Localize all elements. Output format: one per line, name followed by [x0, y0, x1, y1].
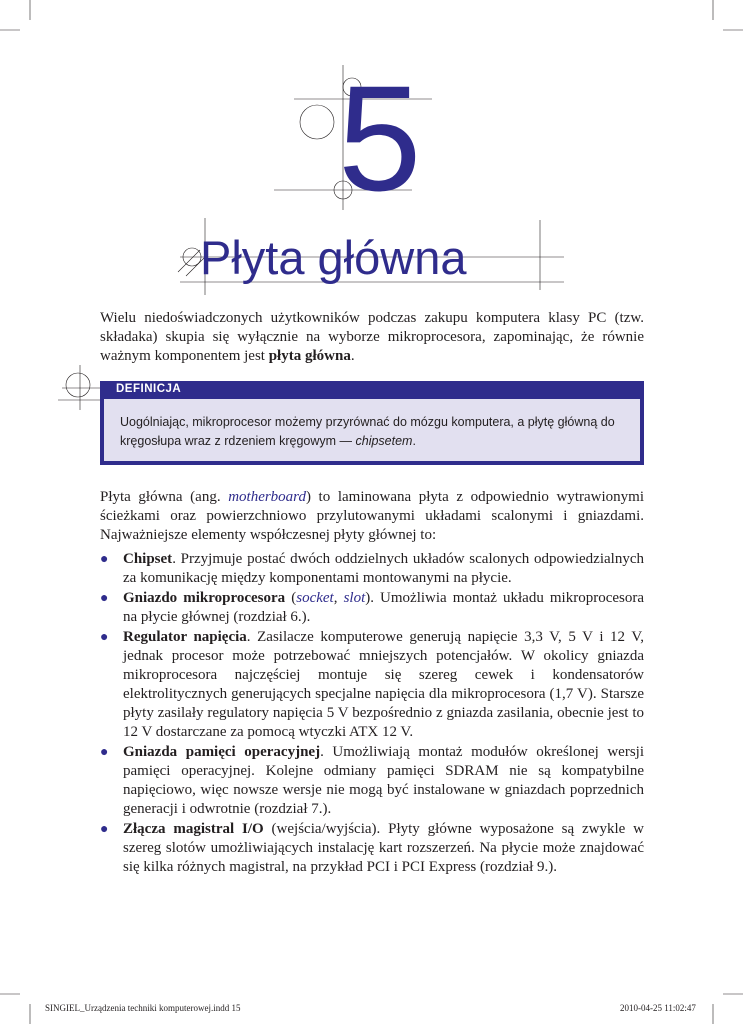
list-item: ● Regulator napięcia. Zasilacze komputerowe generują napięcie 3,3 V, 5 V i 12 V, jednak procesor może potrzebować mniejszych potencjałów. W okolicy gniazda mikroprocesora najczęściej montuje się szereg cewek i kondensatorów elektrolitycznych generujących specjalne napięcia dla mikroprocesora (1,7 V). Starsze płyty zasilały regulatory napięcia 5 V bezpośrednio z gniazda zasilania, obecnie jest to 12 V dostarczane za pomocą wtyczki ATX 12 V.	[100, 629, 645, 740]
list-item: ● Gniazda pamięci operacyjnej. Umożliwiają montaż modułów określonej wersji pamięci operacyjnej. Kolejne odmiany pamięci SDRAM nie są kompatybilne napięciowo, więc nowsze wersje nie mogą być instalowane w gniazdach poprzednich generacji i odwrotnie (rozdział 7.).	[100, 744, 644, 817]
definition-panel	[104, 399, 640, 461]
bullet-icon: ●	[100, 630, 109, 645]
bullet-icon: ●	[100, 591, 109, 606]
bullet-icon: ●	[100, 745, 109, 760]
bullet-icon: ●	[100, 552, 109, 567]
body-paragraph: Płyta główna (ang. motherboard) to laminowana płyta z odpowiednio wytrawionymi ścieżkami oraz powierzchniowo przylutowanymi układami scalonymi i gniazdami. Najważniejsze elementy współczesnej płyty głównej to:	[100, 489, 644, 543]
footer-file-info: SINGIEL_Urządzenia techniki komputerowej.indd 15	[45, 1003, 241, 1013]
list-item: ● Gniazdo mikroprocesora (socket, slot). Umożliwia montaż układu mikroprocesora na płycie głównej (rozdział 6.).	[100, 590, 645, 625]
bullet-icon: ●	[100, 822, 109, 837]
component-list	[100, 550, 644, 878]
chapter-number: 5	[338, 54, 422, 222]
footer-timestamp: 2010-04-25 11:02:47	[620, 1003, 696, 1013]
intro-paragraph: Wielu niedoświadczonych użytkowników podczas zakupu komputera klasy PC (tzw. składaka) skupia się wyłącznie na wyborze mikroprocesora, zapominając, że równie ważnym komponentem jest płyta główna.	[100, 310, 644, 364]
definition-box	[100, 381, 644, 465]
list-item: ● Złącza magistral I/O (wejścia/wyjścia). Płyty główne wyposażone są zwykle w szereg slotów umożliwiających instalację kart rozszerzeń. Na płycie może znajdować się kilka różnych magistral, na przykład PCI i PCI Express (rozdział 9.).	[100, 821, 645, 875]
definition-text: Uogólniając, mikroprocesor możemy przyrównać do mózgu komputera, a płytę główną do kręgosłupa wraz z rdzeniem kręgowym — chipsetem.	[120, 415, 615, 448]
chapter-title: Płyta główna	[200, 231, 467, 284]
definition-label: DEFINICJA	[116, 383, 182, 395]
list-item: ● Chipset. Przyjmuje postać dwóch oddzielnych układów scalonych odpowiedzialnych za komunikację między komponentami montowanymi na płycie.	[100, 551, 644, 586]
